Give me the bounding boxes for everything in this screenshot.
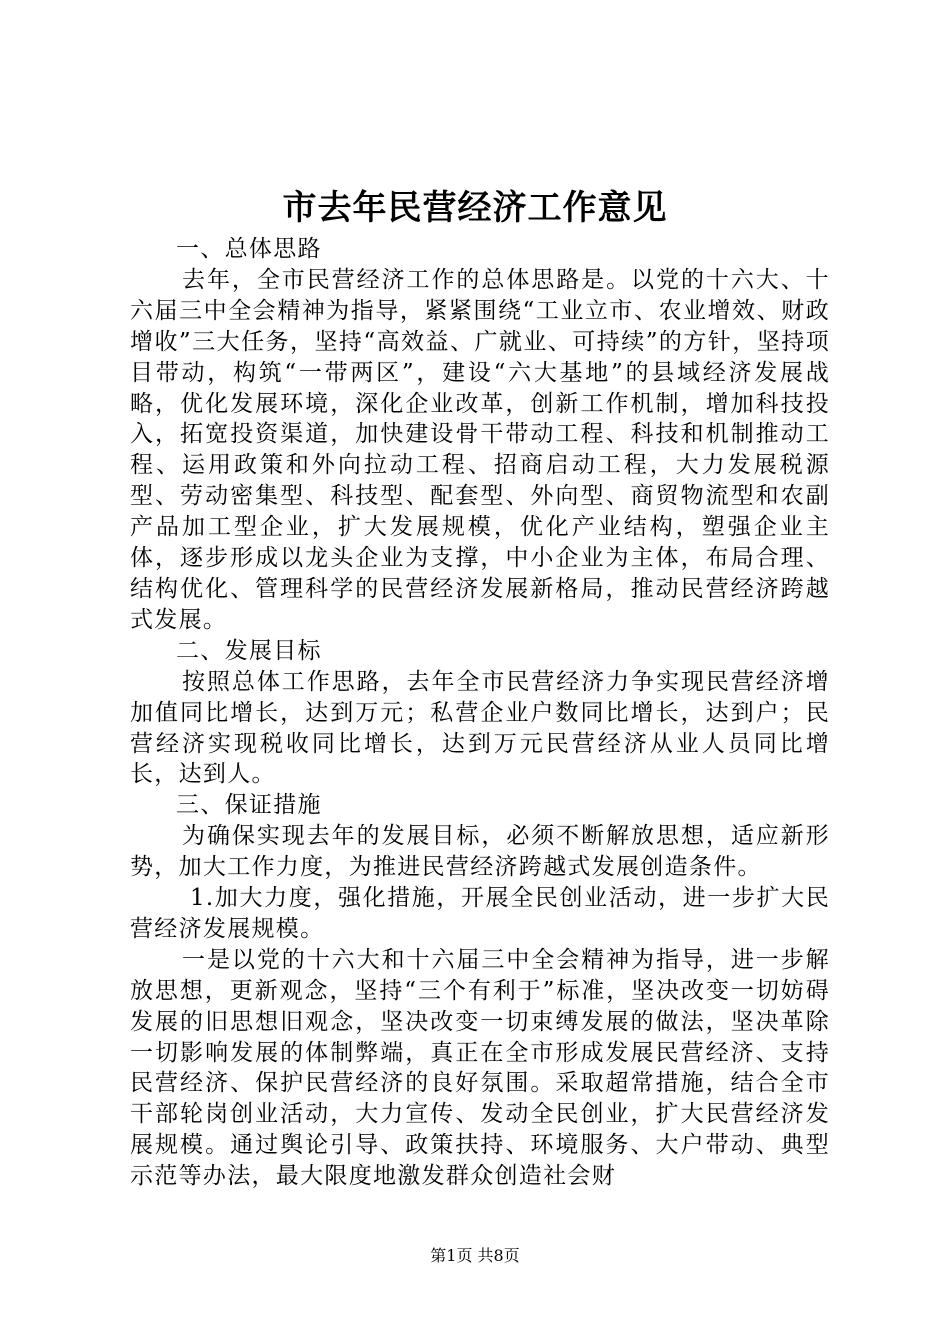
section-heading-overall-approach: 一、总体思路 xyxy=(176,236,322,262)
page-footer: 第1页 共8页 xyxy=(430,1246,520,1265)
numbered-item-1: 1.加大力度，强化措施，开展全民创业活动，进一步扩大民营经济发展规模。 xyxy=(130,885,830,942)
section-heading-safeguard-measures: 三、保证措施 xyxy=(176,792,322,819)
paragraph-overall-approach: 去年，全市民营经济工作的总体思路是。以党的十六大、十六届三中全会精神为指导，紧紧围绕“工业立市、农业增效、财政增收”三大任务，坚持“高效益、广就业、可持续”的方针，坚持项目带动，构筑“一带两区”，建设“六大基地”的县域经济发展战略，优化发展环境，深化企业改革，创新工作机制，增加科技投入，拓宽投资渠道，加快建设骨干带动工程、科技和机制推动工程、运用政策和外向拉动工程、招商启动工程，大力发展税源型、劳动密集型、科技型、配套型、外向型、商贸物流型和农副产品加工型企业，扩大发展规模，优化产业结构，塑强企业主体，逐步形成以龙头企业为支撑，中小企业为主体，布局合理、结构优化、管理科学的民营经济发展新格局，推动民营经济跨越式发展。 xyxy=(130,266,830,633)
paragraph-safeguard-intro: 为确保实现去年的发展目标，必须不断解放思想，适应新形势，加大工作力度，为推进民营经济跨越式发展创造条件。 xyxy=(130,823,830,881)
document-body xyxy=(130,234,830,1192)
document-title: 市去年民营经济工作意见 xyxy=(282,188,668,228)
paragraph-development-goals: 按照总体工作思路，去年全市民营经济力争实现民营经济增加值同比增长，达到万元；私营企业户数同比增长，达到户；民营经济实现税收同比增长，达到万元民营经济从业人员同比增长，达到人。 xyxy=(130,668,830,788)
paragraph-item-1-detail: 一是以党的十六大和十六届三中全会精神为指导，进一步解放思想，更新观念，坚持“三个有利于”标准，坚决改变一切妨碍发展的旧思想旧观念，坚决改变一切束缚发展的做法，坚决革除一切影响发展的体制弊端，真正在全市形成发展民营经济、支持民营经济、保护民营经济的良好氛围。采取超常措施，结合全市干部轮岗创业活动，大力宣传、发动全民创业，扩大民营经济发展规模。通过舆论引导、政策扶持、环境服务、大户带动、典型示范等办法，最大限度地激发群众创造社会财 xyxy=(130,946,830,1190)
section-heading-development-goals: 二、发展目标 xyxy=(176,637,322,664)
